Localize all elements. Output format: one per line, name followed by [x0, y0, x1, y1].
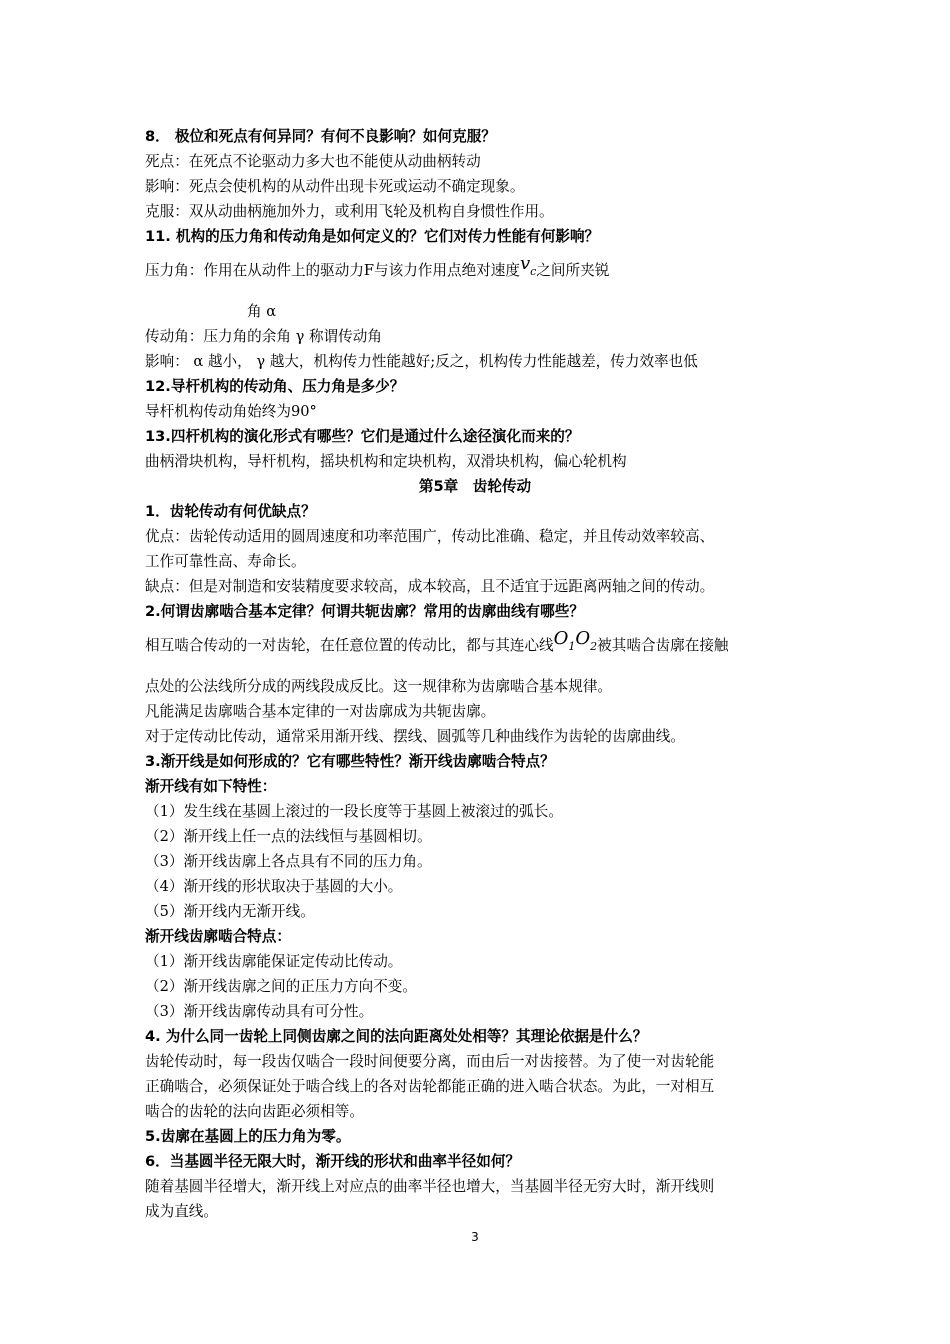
feature-1: （1）渐开线齿廓能保证定传动比传动。 — [145, 953, 403, 970]
answer-5-6-line1: 随着基圆半径增大，渐开线上对应点的曲率半径也增大，当基圆半径无穷大时，渐开线则 — [145, 1178, 715, 1195]
answer-advantages-cont: 工作可靠性高、寿命长。 — [145, 553, 306, 570]
answer-pressure-angle: 压力角：作用在从动件上的驱动力F与该力作用点绝对速度vc之间所夹锐 — [145, 253, 610, 279]
velocity-symbol: v — [519, 253, 531, 274]
answer-meshing-law-cont: 点处的公法线所分成的两线段成反比。这一规律称为齿廓啮合基本规律。 — [145, 678, 613, 695]
chapter-title: 第5章 齿轮传动 — [418, 478, 532, 495]
involute-properties-heading: 渐开线有如下特性： — [145, 778, 277, 795]
answer-5-4-line3: 啮合的齿轮的法向齿距必须相等。 — [145, 1103, 364, 1120]
answer-pressure-angle-cont: 角 α — [247, 303, 277, 320]
answer-curves: 对于定传动比传动，通常采用渐开线、摆线、圆弧等几种曲线作为齿轮的齿廓曲线。 — [145, 728, 685, 745]
property-2: （2）渐开线上任一点的法线恒与基圆相切。 — [145, 828, 432, 845]
answer-5-4-line2: 正确啮合，必须保证处于啮合线上的各对齿轮都能正确的进入啮合状态。为此，一对相互 — [145, 1078, 715, 1095]
question-12: 12.导杆机构的传动角、压力角是多少？ — [145, 378, 405, 395]
question-5-5: 5.齿廓在基圆上的压力角为零。 — [145, 1128, 351, 1145]
page-number: 3 — [471, 1230, 479, 1244]
answer-5-6-line2: 成为直线。 — [145, 1203, 218, 1220]
question-5-2: 2.何谓齿廓啮合基本定律？何谓共轭齿廓？常用的齿廓曲线有哪些？ — [145, 603, 584, 620]
o1-symbol: O — [553, 628, 569, 649]
meshing-features-heading: 渐开线齿廓啮合特点： — [145, 928, 291, 945]
answer-12: 导杆机构传动角始终为90° — [145, 403, 317, 420]
answer-influence: 影响：死点会使机构的从动件出现卡死或运动不确定现象。 — [145, 178, 525, 195]
question-8: 8． 极位和死点有何异同？有何不良影响？如何克服？ — [145, 128, 496, 145]
answer-disadvantages: 缺点：但是对制造和安装精度要求较高，成本较高，且不适宜于远距离两轴之间的传动。 — [145, 578, 715, 595]
o2-symbol: O — [575, 628, 591, 649]
property-3: （3）渐开线齿廓上各点具有不同的压力角。 — [145, 853, 432, 870]
property-5: （5）渐开线内无渐开线。 — [145, 903, 315, 920]
question-13: 13.四杆机构的演化形式有哪些？它们是通过什么途径演化而来的？ — [145, 428, 580, 445]
feature-2: （2）渐开线齿廓之间的正压力方向不变。 — [145, 978, 417, 995]
question-5-6: 6．当基圆半径无限大时，渐开线的形状和曲率半径如何？ — [145, 1153, 521, 1170]
answer-transmission-angle: 传动角：压力角的余角 γ 称谓传动角 — [145, 328, 382, 345]
answer-5-4-line1: 齿轮传动时，每一段齿仅啮合一段时间便要分离，而由后一对齿接替。为了使一对齿轮能 — [145, 1053, 715, 1070]
answer-overcome: 克服：双从动曲柄施加外力，或利用飞轮及机构自身惯性作用。 — [145, 203, 554, 220]
question-5-4: 4. 为什么同一齿轮上同侧齿廓之间的法向距离处处相等？其理论依据是什么？ — [145, 1028, 648, 1045]
velocity-subscript: c — [530, 265, 537, 278]
question-5-1: 1．齿轮传动有何优缺点？ — [145, 503, 316, 520]
question-11: 11. 机构的压力角和传动角是如何定义的？它们对传力性能有何影响？ — [145, 228, 600, 245]
answer-angle-influence: 影响： α 越小， γ 越大，机构传力性能越好;反之，机构传力性能越差，传力效率也低 — [145, 353, 698, 370]
property-1: （1）发生线在基圆上滚过的一段长度等于基圆上被滚过的弧长。 — [145, 803, 563, 820]
question-5-3: 3.渐开线是如何形成的？它有哪些特性？渐开线齿廓啮合特点？ — [145, 753, 555, 770]
answer-meshing-law: 相互啮合传动的一对齿轮，在任意位置的传动比，都与其连心线O1O2被其啮合齿廓在接触 — [145, 628, 729, 654]
answer-13: 曲柄滑块机构，导杆机构，摇块机构和定块机构，双滑块机构，偏心轮机构 — [145, 453, 627, 470]
answer-dead-point: 死点：在死点不论驱动力多大也不能使从动曲柄转动 — [145, 153, 481, 170]
answer-conjugate: 凡能满足齿廓啮合基本定律的一对齿廓成为共轭齿廓。 — [145, 703, 496, 720]
answer-advantages: 优点：齿轮传动适用的圆周速度和功率范围广，传动比准确、稳定，并且传动效率较高、 — [145, 528, 715, 545]
feature-3: （3）渐开线齿廓传动具有可分性。 — [145, 1003, 374, 1020]
property-4: （4）渐开线的形状取决于基圆的大小。 — [145, 878, 403, 895]
